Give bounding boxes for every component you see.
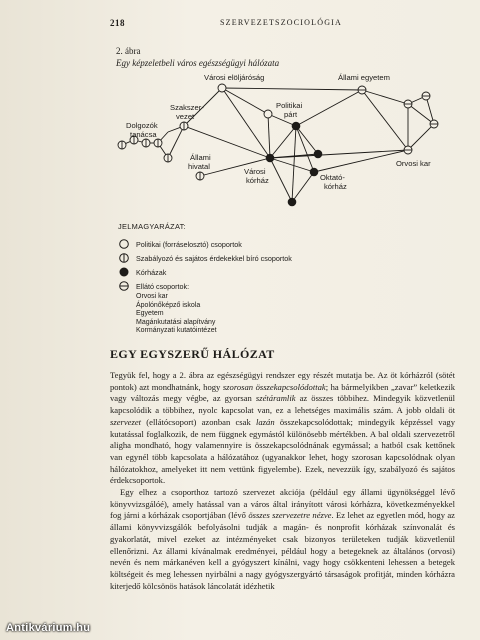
barred-circle-icon <box>118 252 130 264</box>
body-text <box>110 370 455 592</box>
node-supply-3 <box>430 120 438 128</box>
edge <box>314 150 408 172</box>
node-regulatory <box>154 139 162 147</box>
text-run: az összes többihez. Mindegyik közvetlenül kapcsolódik a többihez, nyolc kapcsolat van, ez a lehetséges maximális szám. A jobb oldali öt <box>110 393 455 416</box>
emphasis: szétáramlik <box>255 393 296 404</box>
paragraph-2 <box>110 487 455 592</box>
watermark: Antikvárium.hu <box>6 622 91 634</box>
legend-sub-item: Orvosi kar <box>136 293 168 300</box>
legend-row-hospitals <box>118 265 438 279</box>
label-allami-hivatal-2: hivatal <box>188 162 210 171</box>
filled-circle-icon <box>118 266 130 278</box>
label-szakszervezet-1: Szakszer- <box>170 103 204 112</box>
node-varosi-eloljarosag <box>218 84 226 92</box>
emphasis: lazán <box>256 416 275 427</box>
node-hospital <box>292 122 301 131</box>
legend-title: JELMAGYARÁZAT: <box>118 222 186 231</box>
node-regulatory-2 <box>164 154 172 162</box>
node-orvosi-kar <box>404 146 412 154</box>
network-diagram <box>108 72 448 212</box>
label-oktato-korhaz-2: kórház <box>324 182 347 191</box>
edge <box>268 114 270 158</box>
edge <box>270 126 296 158</box>
legend <box>118 222 438 336</box>
label-varosi-korhaz-1: Városi <box>244 167 266 176</box>
edge <box>222 88 270 158</box>
legend-sub-list <box>118 293 438 336</box>
minus-circle-icon <box>118 280 130 292</box>
node-allami-egyetem <box>358 86 366 94</box>
edge <box>296 126 318 154</box>
legend-row-political <box>118 237 438 251</box>
section-title: EGY EGYSZERŰ HÁLÓZAT <box>110 347 275 361</box>
legend-sub-item: Kormányzati kutatóintézet <box>136 327 217 335</box>
label-varosi-korhaz-2: kórház <box>246 176 269 185</box>
node-varosi-korhaz <box>266 154 275 163</box>
edge <box>222 88 362 90</box>
edge <box>270 158 292 202</box>
legend-label-regulatory: Szabályozó és sajátos érdekekkel bíró csoportok <box>136 253 292 263</box>
text-run: összekapcsolódottak; mindegyik képzéssel vagy kutatással foglalkozik, de nem függnek egymástól különösebb mértékben. A bal oldali szervezetről aligha mondható, hogy valamennyire is összekapcsolódnának egymással; a hatból csak kettőnek van egynél több kapcsolata a hálózatához (ugyanakkor lehet, hogy szorosan kapcsolódnak olyan hálózatokhoz, amelyeket itt nem vettünk figyelembe). Ezek, nevezzük így, szabályozó és sajátos érdekcsoportok. <box>110 416 455 486</box>
node-politikai-part <box>264 110 272 118</box>
node-supply-1 <box>404 100 412 108</box>
running-head: SZERVEZETSZOCIOLÓGIA <box>220 18 343 27</box>
edge <box>292 172 314 202</box>
figure-caption: Egy képzeletbeli város egészségügyi hálózata <box>116 58 280 68</box>
edge <box>362 90 408 104</box>
paragraph-1 <box>110 370 455 487</box>
label-dolgozok-2: tanácsa <box>130 130 157 139</box>
label-dolgozok-1: Dolgozók <box>126 121 158 130</box>
label-politikai-part-2: párt <box>284 110 298 119</box>
node-hospital-2 <box>288 198 297 207</box>
legend-sub-item: Ápolónőképző iskola <box>136 301 201 309</box>
edge <box>270 150 408 158</box>
edge <box>408 124 434 150</box>
node-dolgozok-tanacsa-3 <box>142 139 150 147</box>
node-supply-2 <box>422 92 430 100</box>
label-szakszervezet-2: vezet <box>176 112 195 121</box>
node-szakszervezet <box>180 122 188 130</box>
edge <box>270 158 314 172</box>
open-circle-icon <box>118 238 130 250</box>
node-oktato-korhaz <box>310 168 319 177</box>
edge <box>292 126 296 202</box>
figure-label: 2. ábra <box>116 46 141 56</box>
legend-sub-item: Magánkutatási alapítvány <box>136 318 216 326</box>
label-oktato-korhaz-1: Oktató- <box>320 173 345 182</box>
edge <box>296 90 362 126</box>
text-run: Egy elhez a csoporthoz tartozó szervezet akciója (például egy állami ügynökséggel lévő könyvvizsgálóé), amely hatással van a város által irányított városi kórházra, következményekkel fog járni a kórházak csoportjában (lévő <box>110 487 455 521</box>
legend-label-hospitals: Kórházak <box>136 267 167 277</box>
edge <box>296 126 314 172</box>
emphasis: összes szervezetre nézve <box>248 510 332 521</box>
page-number: 218 <box>110 18 125 28</box>
edge <box>408 104 434 124</box>
node-allami-hivatal <box>196 172 204 180</box>
legend-label-political: Politikai (forráselosztó) csoportok <box>136 239 242 249</box>
legend-label-supply: Ellátó csoportok: <box>136 281 190 291</box>
text-run: ; ha bármelyikben „zavar” keletkezik vagy változás megy végbe, az gyorsan <box>110 381 455 404</box>
emphasis: szervezet <box>110 416 142 427</box>
emphasis: szorosan összekapcsolódottak <box>222 381 326 392</box>
label-allami-egyetem: Állami egyetem <box>338 73 390 82</box>
page-header <box>110 18 460 32</box>
label-politikai-part-1: Politikai <box>276 101 303 110</box>
label-orvosi-kar: Orvosi kar <box>396 159 431 168</box>
node-hospital-3 <box>314 150 323 159</box>
node-dolgozok-tanacsa-1 <box>118 141 126 149</box>
label-allami-hivatal-1: Állami <box>190 153 211 162</box>
edge <box>222 88 268 114</box>
text-run: . Ez lehet az egyetlen mód, hogy az állami könyvvizsgálók befolyásolni tudják a magán- és nonprofit kórházak színvonalát és gyakorlatát, mivel ezeket az intézményeket csak bizonyos területeken tudják közvetlenül ellenőrizni. Az állami kívánalmak eredményei, például hogy a betegeknek az általános (orvosi) nevén és nem márkanéven kell a gyógyszert kínálni, vagy hogy csökkenteni lehessen a betegek költségeit és meg lehessen nyirbálni a nagy gyógyszergyártó társaságok profitját, minden kórházra kiterjedő kölcsönös hatások láncolatát idézhetik <box>110 510 455 591</box>
label-varosi-eloljarosag: Városi elöljáróság <box>204 73 265 82</box>
text-run: (ellátócsoport) azonban csak <box>141 416 256 427</box>
edge <box>362 90 408 150</box>
legend-row-regulatory <box>118 251 438 265</box>
text-run: Tegyük fel, hogy a 2. ábra az egészségügyi rendszer egy részét mutatja be. Az öt kórházról (sötét pontok) azt mondhatnánk, hogy <box>110 370 455 392</box>
legend-row-supply <box>118 279 438 293</box>
legend-sub-item: Egyetem <box>136 310 164 318</box>
